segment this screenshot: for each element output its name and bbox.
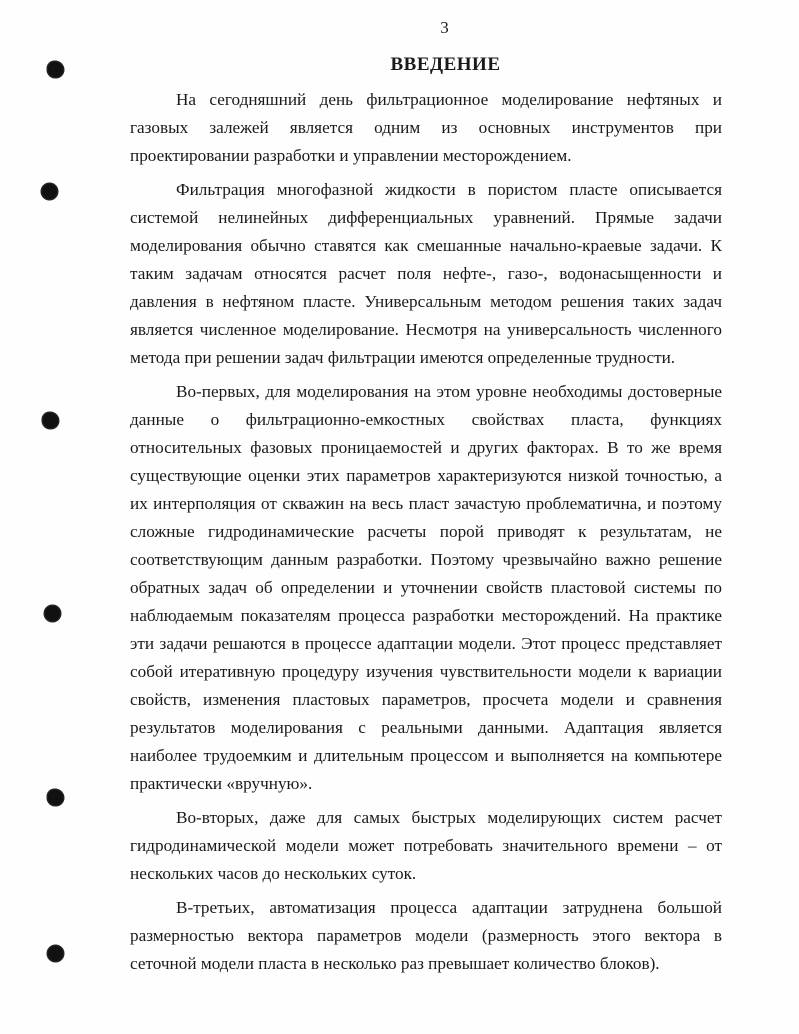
body-text xyxy=(130,86,722,978)
paragraph: На сегодняшний день фильтрационное моделирование нефтяных и газовых залежей является одним из основных инструментов при проектировании разработки и управлении месторождением. xyxy=(130,90,722,165)
paragraph: Во-первых, для моделирования на этом уровне необходимы достоверные данные о фильтрационно-емкостных свойствах пласта, функциях относительных фазовых проницаемостей и других факторах. В то же время существующие оценки этих параметров характеризуются низкой точностью, а их интерполяция от скважин на весь пласт зачастую проблематична, и поэтому сложные гидродинамические расчеты порой приводят к результатам, не соответствующим данным разработки. Поэтому чрезвычайно важно решение обратных задач об определении и уточнении свойств пластовой системы по наблюдаемым показателям процесса разработки месторождений. На практике эти задачи решаются в процессе адаптации модели. Этот процесс представляет собой итеративную процедуру изучения чувствительности модели к вариации свойств, изменения пластовых параметров, просчета модели и сравнения результатов моделирования с реальными данными. Адаптация является наиболее трудоемким и длительным процессом и выполняется на компьютере практически «вручную». xyxy=(130,382,722,793)
paragraph: Фильтрация многофазной жидкости в пористом пласте описывается системой нелинейных дифференциальных уравнений. Прямые задачи моделирования обычно ставятся как смешанные начально-краевые задачи. К таким задачам относятся расчет поля нефте-, газо-, водонасыщенности и давления в нефтяном пласте. Универсальным методом решения таких задач является численное моделирование. Несмотря на универсальность численного метода при решении задач фильтрации имеются определенные трудности. xyxy=(130,180,722,367)
paragraph: В-третьих, автоматизация процесса адаптации затруднена большой размерностью вектора параметров модели (размерность этого вектора в сеточной модели пласта в несколько раз превышает количество блоков). xyxy=(130,898,722,973)
punch-hole-mark xyxy=(48,946,63,961)
section-title: ВВЕДЕНИЕ xyxy=(390,54,501,75)
paragraph: Во-вторых, даже для самых быстрых моделирующих систем расчет гидродинамической модели может потребовать значительного времени – от нескольких часов до нескольких суток. xyxy=(130,808,722,883)
punch-hole-mark xyxy=(45,606,60,621)
punch-hole-mark xyxy=(43,413,58,428)
punch-hole-mark xyxy=(42,184,57,199)
punch-hole-mark xyxy=(48,790,63,805)
page-number: 3 xyxy=(440,18,449,37)
